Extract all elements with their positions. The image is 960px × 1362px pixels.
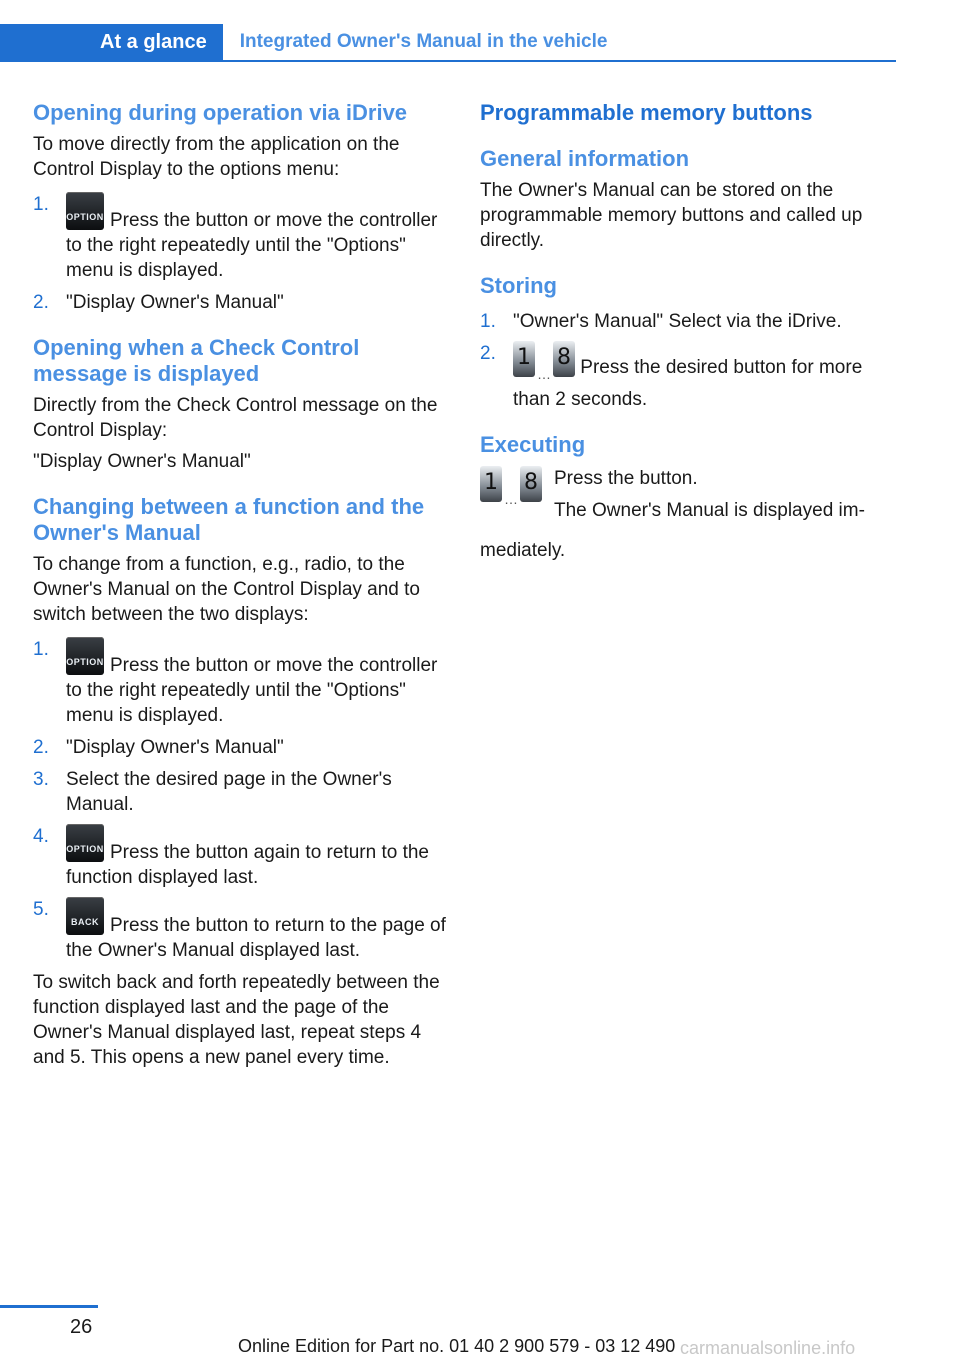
back-button-icon: BACK — [66, 897, 104, 935]
step-number: 1. — [33, 639, 49, 660]
steps-changing — [33, 637, 453, 963]
section-heading-changing: Changing between a function and the Owner's Manual — [33, 494, 425, 545]
right-column — [480, 100, 895, 563]
left-column — [33, 100, 453, 1070]
steps-storing — [480, 309, 895, 412]
edition-text: Online Edition for Part no. 01 40 2 900 579 - 03 12 490 — [238, 1336, 676, 1356]
page-header — [0, 24, 607, 60]
list-item — [33, 824, 453, 890]
option-button-icon: OPTION — [66, 824, 104, 862]
step-number: 2. — [33, 737, 49, 758]
page-title: Programmable memory buttons — [480, 100, 813, 125]
executing-line-3: mediately. — [480, 540, 566, 561]
executing-block — [480, 466, 895, 538]
step-text: "Display Owner's Manual" — [66, 292, 284, 313]
ellipsis: … — [537, 366, 551, 382]
header-divider — [0, 60, 896, 62]
memory-keys — [480, 466, 542, 512]
memory-key-8-icon: 8 — [553, 341, 575, 377]
executing-line-2: The Owner's Manual is displayed im- — [554, 500, 865, 521]
ellipsis: … — [504, 491, 518, 507]
step-number: 1. — [480, 311, 496, 332]
section-heading-idrive: Opening during operation via iDrive — [33, 100, 408, 125]
list-item — [480, 341, 895, 412]
list-item — [33, 897, 453, 963]
check-control-menu-line: "Display Owner's Manual" — [33, 451, 251, 472]
section-tab[interactable]: Integrated Owner's Manual in the vehicle — [239, 31, 608, 52]
section-intro-idrive: To move directly from the application on the Control Display to the options menu: — [33, 134, 400, 180]
step-text: Press the button or move the controller to the right repeatedly until the "Options" menu is displayed. — [66, 655, 438, 726]
step-text: "Display Owner's Manual" — [66, 737, 284, 758]
list-item — [480, 309, 895, 334]
step-text: Press the button or move the controller to the right repeatedly until the "Options" menu is displayed. — [66, 210, 438, 281]
memory-key-1-icon: 1 — [480, 466, 502, 502]
step-number: 4. — [33, 826, 49, 847]
section-heading-executing: Executing — [480, 432, 586, 457]
section-intro-check-control: Directly from the Check Control message on the Control Display: — [33, 395, 438, 441]
memory-key-1-icon: 1 — [513, 341, 535, 377]
section-heading-general: General information — [480, 146, 690, 171]
section-heading-storing: Storing — [480, 273, 557, 298]
section-outro-changing: To switch back and forth repeatedly between the function displayed last and the page of the Owner's Manual displayed last, repeat steps 4 and 5. This opens a new panel every time. — [33, 972, 440, 1068]
step-text: Select the desired page in the Owner's Manual. — [66, 769, 392, 815]
steps-idrive — [33, 192, 453, 315]
memory-key-8-icon: 8 — [520, 466, 542, 502]
watermark: carmanualsonline.info — [680, 1338, 856, 1358]
step-number: 2. — [33, 292, 49, 313]
step-number: 2. — [480, 343, 496, 364]
list-item — [33, 290, 453, 315]
option-button-icon: OPTION — [66, 637, 104, 675]
option-button-icon: OPTION — [66, 192, 104, 230]
list-item — [33, 637, 453, 728]
section-intro-changing: To change from a function, e.g., radio, to the Owner's Manual on the Control Display and to switch between the two displays: — [33, 554, 420, 625]
chapter-tab[interactable]: At a glance — [0, 24, 223, 60]
step-number: 3. — [33, 769, 49, 790]
list-item — [33, 735, 453, 760]
step-number: 1. — [33, 194, 49, 215]
step-number: 5. — [33, 899, 49, 920]
step-text: "Owner's Manual" Select via the iDrive. — [513, 311, 842, 332]
step-text: Press the desired button for more than 2 seconds. — [513, 357, 863, 410]
section-heading-check-control: Opening when a Check Control message is displayed — [33, 335, 360, 386]
list-item — [33, 192, 453, 283]
step-text: Press the button again to return to the function displayed last. — [66, 842, 429, 888]
step-text: Press the button to return to the page of the Owner's Manual displayed last. — [66, 915, 446, 961]
footer-divider — [0, 1305, 98, 1308]
list-item — [33, 767, 453, 817]
executing-line-1: Press the button. — [554, 468, 698, 489]
executing-lines — [554, 466, 865, 530]
page-number: 26 — [70, 1316, 93, 1338]
general-text: The Owner's Manual can be stored on the programmable memory buttons and called up directly. — [480, 180, 863, 251]
